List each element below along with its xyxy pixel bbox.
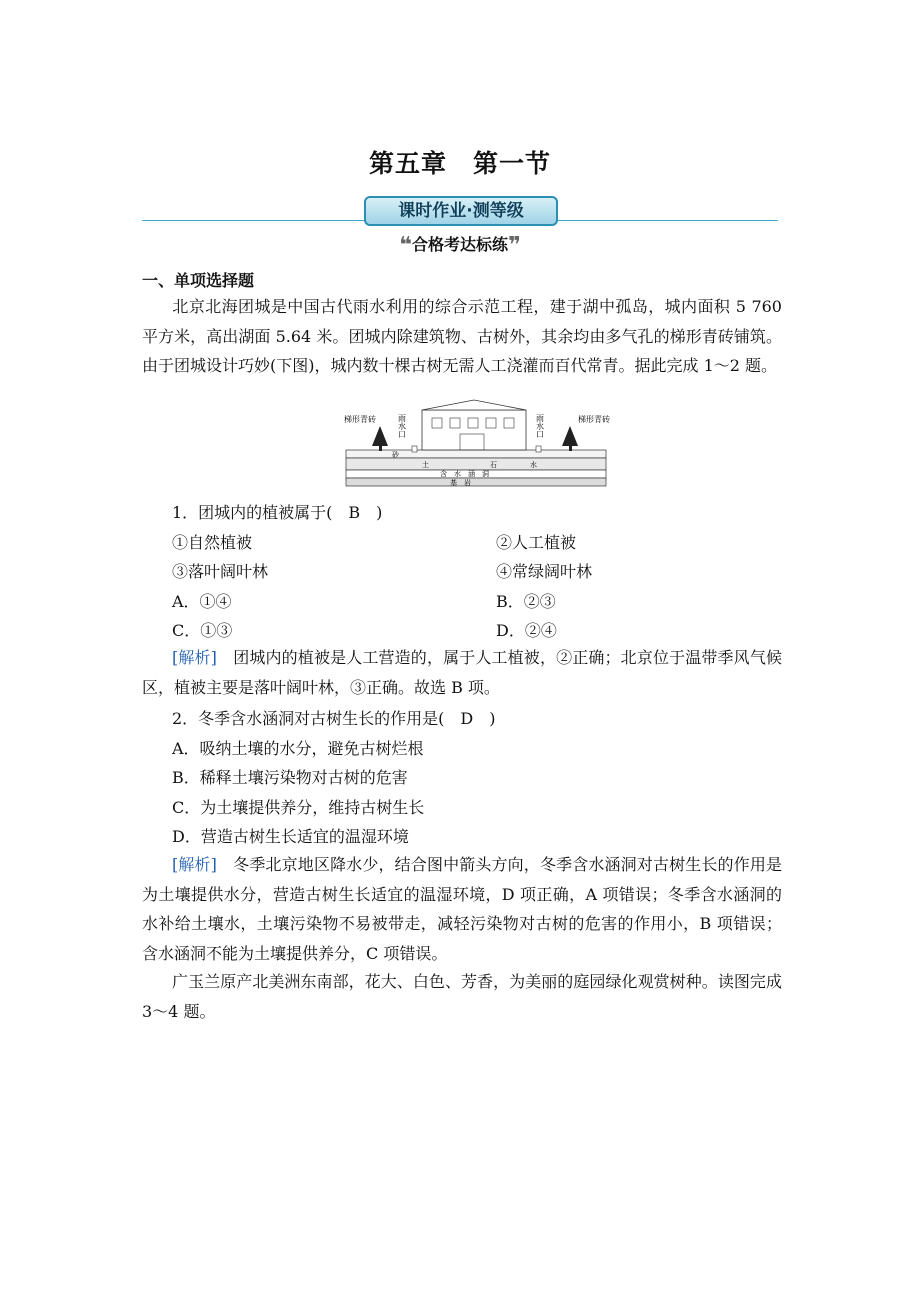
page-title: 第五章 第一节 — [368, 149, 551, 178]
q2-stem: 2．冬季含水涵洞对古树生长的作用是( D ) — [172, 709, 496, 728]
q1-opt3: ③落叶阔叶林 — [172, 562, 269, 581]
q1-opt2: ②人工植被 — [496, 533, 577, 552]
layer-culvert: 含 水 涵 洞 — [440, 470, 489, 478]
layer-base: 基 岩 — [450, 479, 471, 487]
passage-1 — [142, 292, 782, 381]
q1-choice-b: B．②③ — [496, 592, 556, 611]
tuancheng-diagram — [340, 396, 610, 492]
label-right-brick: 梯形青砖 — [578, 415, 610, 424]
q1-analysis-tag: [解析] — [172, 648, 217, 667]
q2-choice-b: B．稀释土壤污染物对古树的危害 — [172, 768, 408, 787]
label-rain-left: 雨水口 — [397, 414, 407, 438]
passage-2 — [142, 967, 782, 1026]
label-left-brick: 梯形青砖 — [344, 415, 376, 424]
q1-choice-c: C．①③ — [172, 621, 233, 640]
open-quote-icon: ❝ — [399, 233, 412, 258]
layer-sand: 砂 — [392, 451, 399, 459]
sub-banner-label: 合格考达标练 — [411, 235, 508, 254]
passage-2-text: 广玉兰原产北美洲东南部，花大、白色、芳香，为美丽的庭园绿化观赏树种。读图完成 3～4 题。 — [142, 972, 782, 1021]
q1-opt1: ①自然植被 — [172, 533, 253, 552]
sub-banner — [0, 232, 920, 258]
section-heading: 一、单项选择题 — [142, 271, 255, 290]
layer-water: 水 — [530, 461, 537, 469]
q2-analysis — [142, 850, 782, 968]
q1-stem: 1．团城内的植被属于( B ) — [172, 503, 383, 522]
q1-analysis — [142, 643, 782, 702]
banner: 课时作业·测等级 — [364, 196, 558, 226]
q2-analysis-tag: [解析] — [172, 855, 217, 874]
q1-choice-a: A．①④ — [172, 592, 232, 611]
q1-analysis-text: 团城内的植被是人工营造的，属于人工植被，②正确；北京位于温带季风气候区，植被主要是落叶阔叶林，③正确。故选 B 项。 — [142, 648, 782, 697]
q1-choice-d: D．②④ — [496, 621, 557, 640]
q2-analysis-text: 冬季北京地区降水少，结合图中箭头方向，冬季含水涵洞对古树生长的作用是为土壤提供水分，营造古树生长适宜的温湿环境，D 项正确，A 项错误；冬季含水涵洞的水补给土壤水，土壤污染物不易被带走，减轻污染物对古树的危害的作用小，B 项错误；含水涵洞不能为土壤提供养分，C 项错误。 — [142, 855, 782, 963]
passage-1-text: 北京北海团城是中国古代雨水利用的综合示范工程，建于湖中孤岛，城内面积 5 760 平方米，高出湖面 5.64 米。团城内除建筑物、古树外，其余均由多气孔的梯形青砖铺筑。由于团城设计巧妙(下图)，城内数十棵古树无需人工浇灌而百代常青。据此完成 1～2 题。 — [142, 297, 782, 375]
q2-choice-a: A．吸纳土壤的水分，避免古树烂根 — [172, 739, 424, 758]
label-rain-right: 雨水口 — [535, 414, 545, 438]
close-quote-icon: ❞ — [508, 233, 521, 258]
q2-choice-c: C．为土壤提供养分，维持古树生长 — [172, 798, 425, 817]
layer-soil: 土 — [422, 461, 429, 469]
layer-gravel: 石 — [490, 461, 497, 469]
q2-choice-d: D．营造古树生长适宜的温湿环境 — [172, 827, 409, 846]
q1-opt4: ④常绿阔叶林 — [496, 562, 593, 581]
